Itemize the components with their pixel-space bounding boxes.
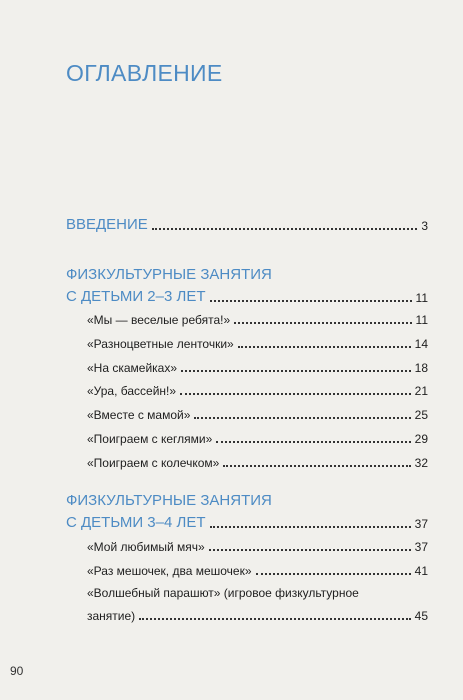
leader-dots: [216, 441, 410, 443]
toc-entry-label: «Поиграем с колечком»: [87, 456, 220, 470]
toc-entry[interactable]: [87, 564, 428, 578]
leader-dots: [210, 526, 411, 528]
toc-entry-page: 29: [414, 432, 428, 446]
page-title: ОГЛАВЛЕНИЕ: [66, 60, 223, 86]
toc-entry-page: 3: [421, 219, 428, 233]
toc-entry-page: 25: [414, 408, 428, 422]
toc-entry-label: «Разноцветные ленточки»: [87, 337, 234, 351]
leader-dots: [152, 228, 418, 230]
toc-entry-label: «Поиграем с кеглями»: [87, 432, 213, 446]
toc-entry[interactable]: [87, 361, 428, 375]
section-heading: ФИЗКУЛЬТУРНЫЕ ЗАНЯТИЯ: [66, 492, 272, 509]
toc-entry[interactable]: [87, 540, 428, 554]
toc-entry[interactable]: [87, 337, 428, 351]
toc-entry-section1[interactable]: [66, 288, 428, 305]
toc-entry-page: 18: [414, 361, 428, 375]
toc-entry-page: 11: [415, 313, 428, 327]
toc-entry-label: ВВЕДЕНИЕ: [66, 216, 148, 233]
toc-entry-label: «Вместе с мамой»: [87, 408, 191, 422]
toc-entry-intro[interactable]: [66, 216, 428, 233]
toc-entry-page: 37: [414, 540, 428, 554]
toc-entry[interactable]: [87, 408, 428, 422]
toc-entry[interactable]: [87, 432, 428, 446]
section-heading: ФИЗКУЛЬТУРНЫЕ ЗАНЯТИЯ: [66, 266, 272, 283]
page-number: 90: [10, 664, 24, 678]
toc-entry-page: 32: [414, 456, 428, 470]
toc-entry[interactable]: [87, 609, 428, 623]
section-heading-line2: С ДЕТЬМИ 3–4 ЛЕТ: [66, 514, 206, 531]
toc-entry-page: 37: [414, 517, 428, 531]
toc-entry-page: 41: [414, 564, 428, 578]
toc-entry-label: «Мы — веселые ребята!»: [87, 313, 231, 327]
toc-entry-label-line1[interactable]: «Волшебный парашют» (игровое физкультурное: [87, 586, 359, 600]
toc-entry-section2[interactable]: [66, 514, 428, 531]
leader-dots: [209, 549, 411, 551]
toc-entry-page: 14: [414, 337, 428, 351]
leader-dots: [238, 346, 411, 348]
toc-entry[interactable]: [87, 456, 428, 470]
leader-dots: [223, 465, 410, 467]
section-heading-line2: С ДЕТЬМИ 2–3 ЛЕТ: [66, 288, 206, 305]
leader-dots: [180, 393, 411, 395]
toc-entry-label-line2: занятие): [87, 609, 136, 623]
toc-entry[interactable]: [87, 384, 428, 398]
leader-dots: [139, 618, 410, 620]
toc-entry-page: 45: [414, 609, 428, 623]
toc-entry-page: 21: [414, 384, 428, 398]
leader-dots: [256, 573, 411, 575]
leader-dots: [210, 300, 412, 302]
toc-entry-label: «Раз мешочек, два мешочек»: [87, 564, 252, 578]
toc-entry-label: «Ура, бассейн!»: [87, 384, 177, 398]
toc-entry-page: 11: [415, 291, 428, 305]
toc-entry[interactable]: [87, 313, 428, 327]
leader-dots: [234, 322, 411, 324]
leader-dots: [181, 370, 411, 372]
leader-dots: [194, 417, 410, 419]
toc-entry-label: «На скамейках»: [87, 361, 178, 375]
toc-entry-label: «Мой любимый мяч»: [87, 540, 205, 554]
